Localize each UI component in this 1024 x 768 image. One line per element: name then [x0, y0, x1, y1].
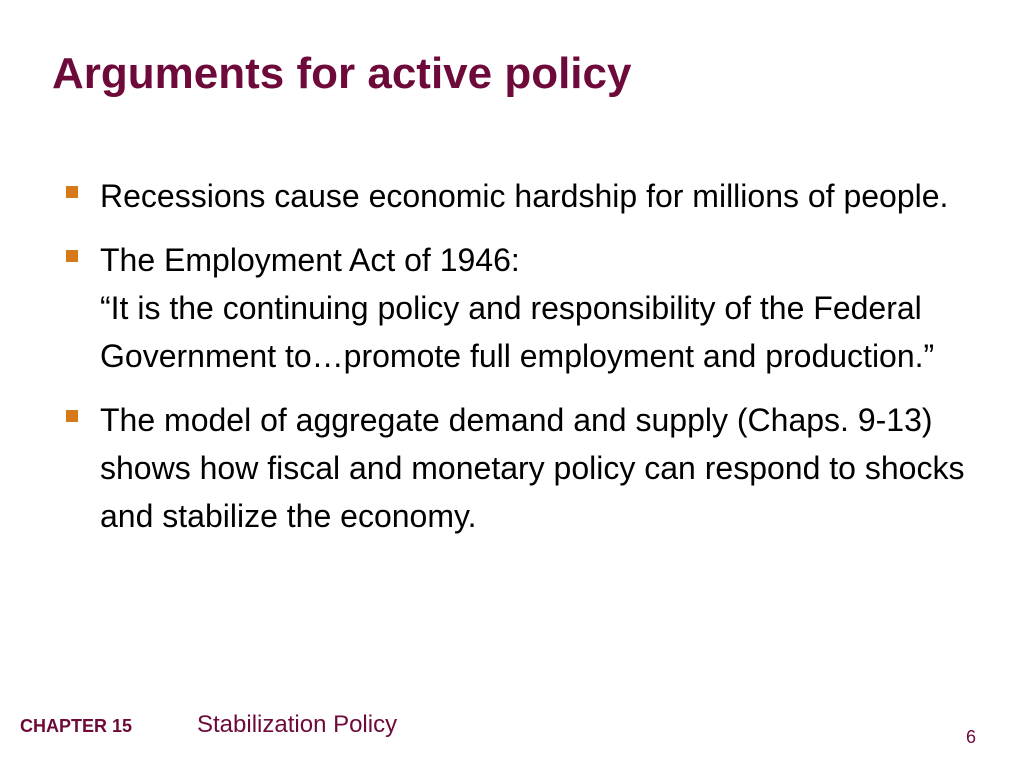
footer-chapter-label: CHAPTER 15: [20, 716, 133, 736]
square-bullet-icon: [66, 410, 78, 422]
page-number: 6: [965, 727, 976, 747]
square-bullet-icon: [66, 250, 78, 262]
bullet-text: The model of aggregate demand and supply (Chaps. 9-13) shows how fiscal and monetary policy can respond to shocks and stabilize the economy.: [100, 402, 965, 534]
bullet-item-ad-as-model: [60, 396, 980, 540]
footer-chapter-title: Stabilization Policy: [197, 711, 398, 738]
bullet-item-employment-act: [60, 236, 980, 380]
bullet-text: The Employment Act of 1946:: [100, 242, 520, 278]
square-bullet-icon: [66, 186, 78, 198]
bullet-list: [60, 172, 980, 556]
bullet-text: Recessions cause economic hardship for millions of people.: [100, 178, 949, 214]
slide-title: Arguments for active policy: [52, 49, 632, 98]
bullet-item-recessions: [60, 172, 980, 220]
bullet-quote: “It is the continuing policy and responsibility of the Federal Government to…promote full employment and production.”: [100, 290, 935, 374]
